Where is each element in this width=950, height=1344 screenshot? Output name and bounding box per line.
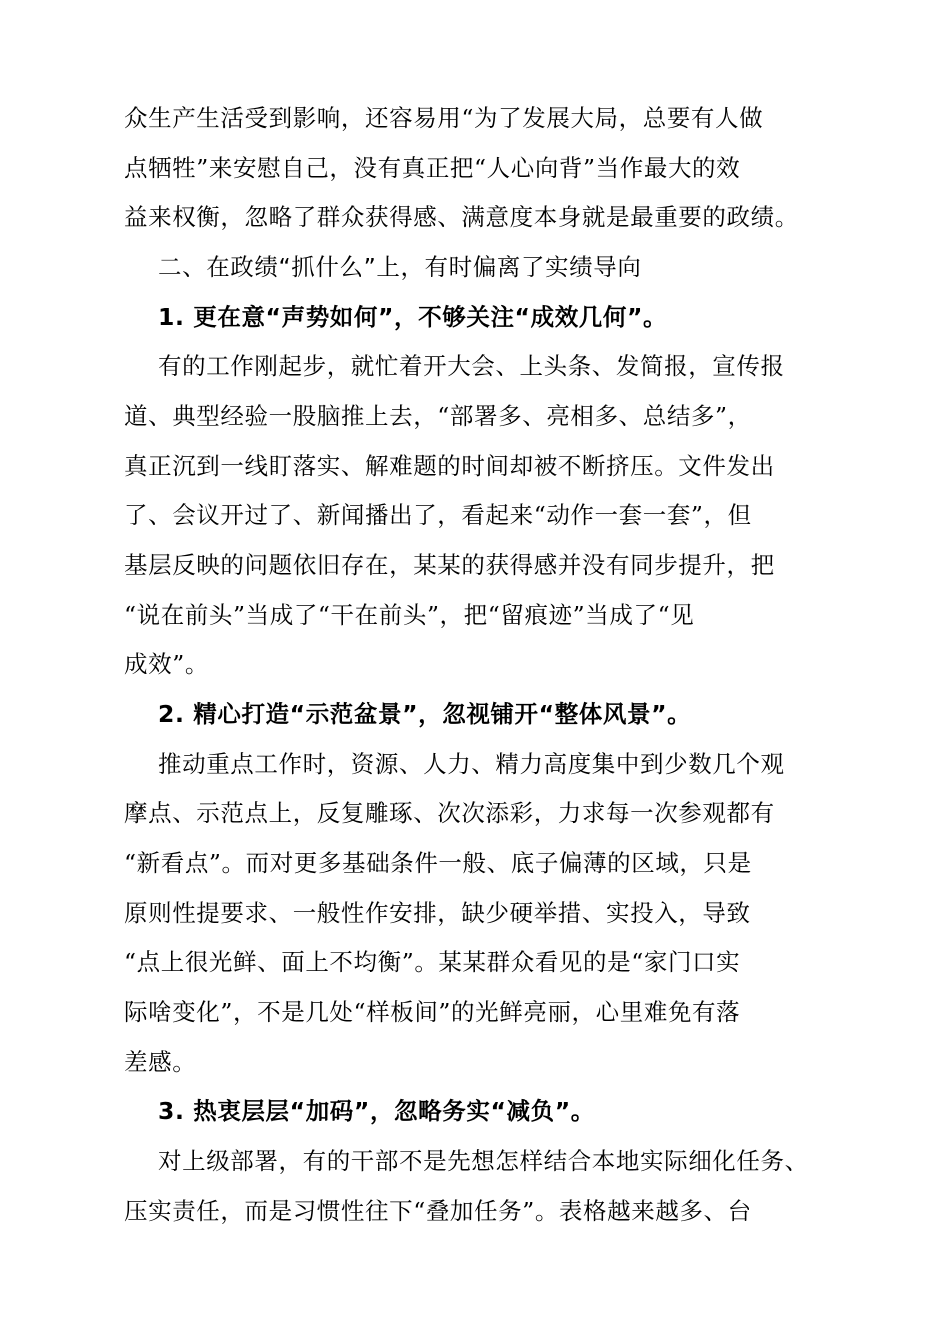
paragraph-line: 基层反映的问题依旧存在，某某的获得感并没有同步提升，把 xyxy=(124,551,775,579)
paragraph-line: “点上很光鲜、面上不均衡”。某某群众看见的是“家门口实 xyxy=(124,948,741,976)
paragraph-line: 摩点、示范点上，反复雕琢、次次添彩，力求每一次参观都有 xyxy=(124,799,775,827)
paragraph-line: 道、典型经验一股脑推上去，“部署多、亮相多、总结多”， xyxy=(124,402,752,430)
paragraph-line: 真正沉到一线盯落实、解难题的时间却被不断挤压。文件发出 xyxy=(124,452,775,480)
subheading-2: 2. 精心打造“示范盆景”，忽视铺开“整体风景”。 xyxy=(158,700,692,728)
paragraph-line: 对上级部署，有的干部不是先想怎样结合本地实际细化任务、 xyxy=(158,1147,809,1175)
text-line-3: 益来权衡，忽略了群众获得感、满意度本身就是最重要的政绩。 xyxy=(124,203,799,231)
paragraph-line: 原则性提要求、一般性作安排，缺少硬举措、实投入，导致 xyxy=(124,899,751,927)
paragraph-line: 压实责任，而是习惯性往下“叠加任务”。表格越来越多、台 xyxy=(124,1197,752,1225)
paragraph-line: 差感。 xyxy=(124,1048,197,1076)
paragraph-line: “新看点”。而对更多基础条件一般、底子偏薄的区域，只是 xyxy=(124,849,752,877)
paragraph-line: 了、会议开过了、新闻播出了，看起来“动作一套一套”，但 xyxy=(124,501,752,529)
section-heading: 二、在政绩“抓什么”上，有时偏离了实绩导向 xyxy=(158,253,642,281)
paragraph-line: 际啥变化”，不是几处“样板间”的光鲜亮丽，心里难免有落 xyxy=(124,998,741,1026)
text-line-2: 点牺牲”来安慰自己，没有真正把“人心向背”当作最大的效 xyxy=(124,154,741,182)
text-line-1: 众生产生活受到影响，还容易用“为了发展大局，总要有人做 xyxy=(124,104,764,132)
paragraph-line: 推动重点工作时，资源、人力、精力高度集中到少数几个观 xyxy=(158,750,785,778)
paragraph-line: 成效”。 xyxy=(124,650,209,678)
subheading-1: 1. 更在意“声势如何”，不够关注“成效几何”。 xyxy=(158,303,668,331)
paragraph-line: 有的工作刚起步，就忙着开大会、上头条、发简报，宣传报 xyxy=(158,352,785,380)
paragraph-line: “说在前头”当成了“干在前头”，把“留痕迹”当成了“见 xyxy=(124,601,695,629)
subheading-3: 3. 热衷层层“加码”，忽略务实“减负”。 xyxy=(158,1097,595,1125)
